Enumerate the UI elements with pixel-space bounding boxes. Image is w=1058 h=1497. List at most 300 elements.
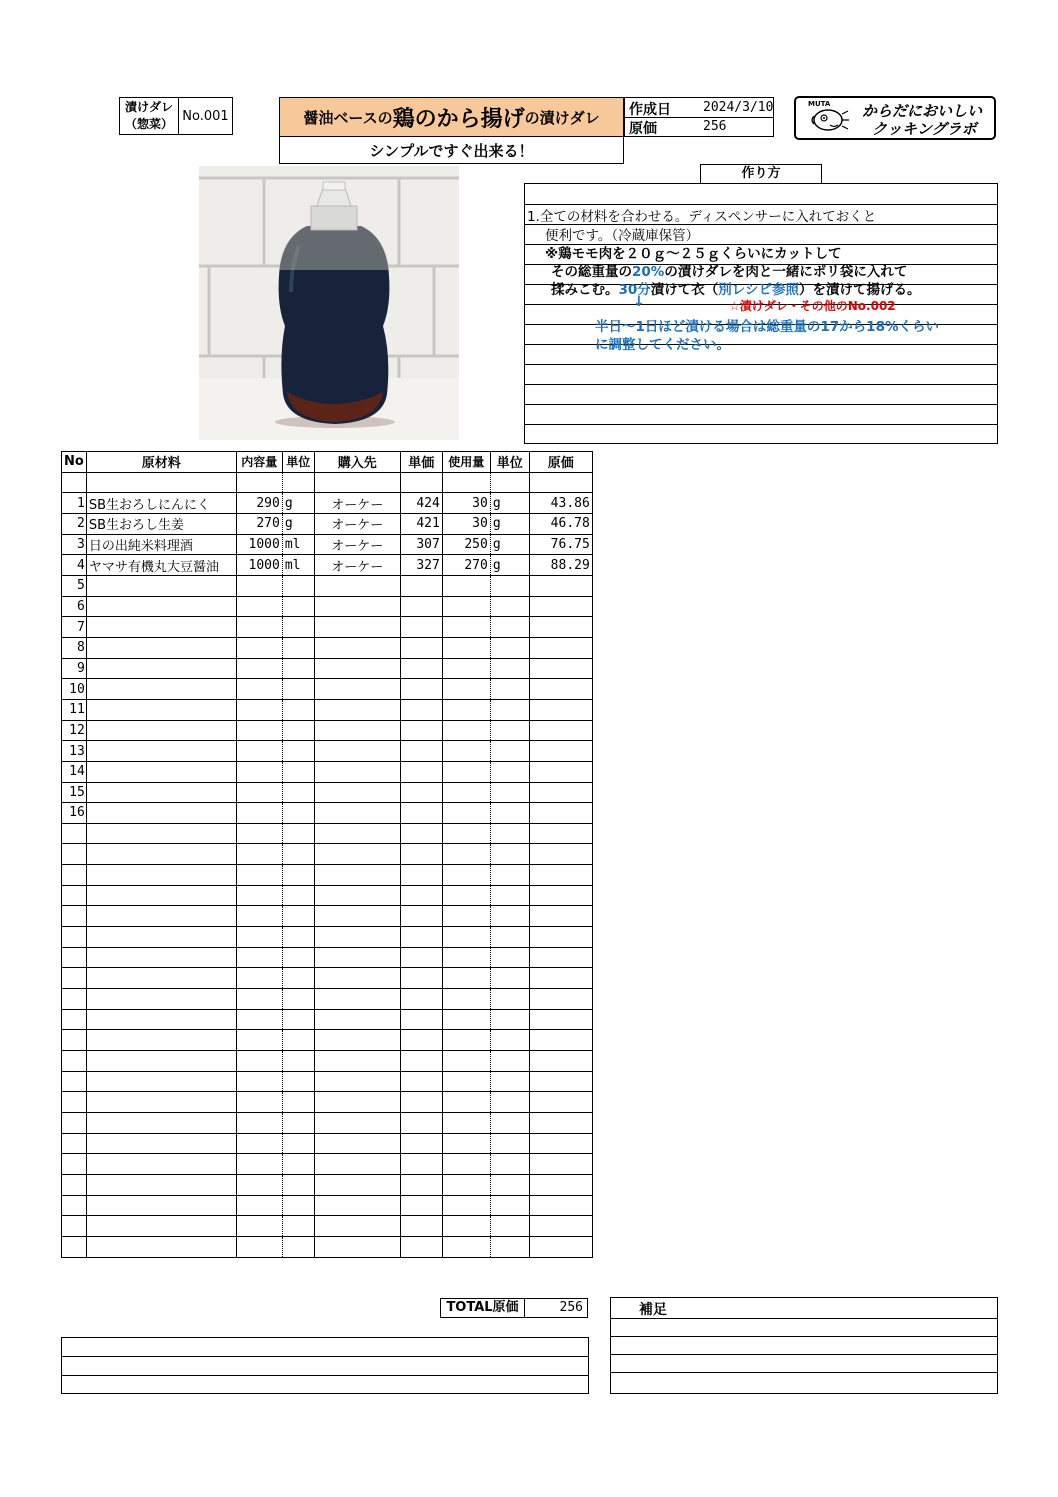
cell-unit2 [490,906,529,927]
cell-price: 307 [400,534,442,555]
cell-content [236,823,282,844]
cell-supplier [314,1216,400,1237]
cell-content: 1000 [236,555,282,576]
cell-content [236,885,282,906]
cell-cost [529,741,592,762]
table-row [62,679,593,700]
table-row [62,865,593,886]
cell-used [442,782,490,803]
cell-no [62,1009,87,1030]
cell-unit2 [490,885,529,906]
cell-unit: ml [282,534,314,555]
cell-used [442,1009,490,1030]
cell-ingredient [86,658,236,679]
cell-unit2: g [490,534,529,555]
cell-unit [282,803,314,824]
cell-used [442,968,490,989]
cell-supplier [314,1195,400,1216]
cell-unit2 [490,1216,529,1237]
cell-ingredient [86,761,236,782]
cell-ingredient [86,1051,236,1072]
cell-ingredient [86,989,236,1010]
cell-price [400,741,442,762]
cell-used [442,1051,490,1072]
cell-used [442,865,490,886]
cell-cost: 46.78 [529,513,592,534]
recipe-title [279,97,624,137]
cell-supplier [314,1133,400,1154]
cell-unit [282,1236,314,1257]
cell-used [442,906,490,927]
table-row [62,968,593,989]
method-heading: 作り方 [700,164,822,184]
cell-cost: 43.86 [529,493,592,514]
cell-no [62,968,87,989]
cell-ingredient [86,679,236,700]
recipe-number: No.001 [178,97,233,135]
cell-unit2 [490,1071,529,1092]
table-row [62,1030,593,1051]
cell-content [236,1092,282,1113]
cell-unit [282,989,314,1010]
cell-content [236,989,282,1010]
cell-ingredient [86,720,236,741]
ingredients-table [61,451,593,1258]
method-note-cut: ※鶏モモ肉を２０ｇ～２５ｇくらいにカットして [545,246,842,262]
cell-used [442,1216,490,1237]
cell-ingredient [86,1071,236,1092]
cell-cost [529,720,592,741]
title-prefix: 醤油ベースの [303,108,393,127]
cell-content [236,720,282,741]
table-row [62,637,593,658]
cell-used [442,989,490,1010]
cell-used [442,637,490,658]
cell-no: 15 [62,782,87,803]
cell-unit [282,1113,314,1134]
cell-supplier [314,699,400,720]
cell-supplier: オーケー [314,534,400,555]
cell-unit2 [490,637,529,658]
cell-cost [529,761,592,782]
cell-cost [529,947,592,968]
cell-supplier [314,720,400,741]
table-row [62,947,593,968]
cell-unit [282,658,314,679]
col-ingredient: 原材料 [86,452,236,473]
cell-no: 9 [62,658,87,679]
cell-no [62,989,87,1010]
dispenser-bottle-image [199,166,459,440]
cell-price [400,1009,442,1030]
cell-used [442,1092,490,1113]
notes-area [61,1337,589,1394]
cell-content [236,844,282,865]
cell-used [442,1030,490,1051]
table-row [62,1174,593,1195]
col-no: No [62,452,87,473]
cell-used [442,658,490,679]
cell-price [400,1216,442,1237]
cell-used: 30 [442,513,490,534]
cell-used: 270 [442,555,490,576]
col-price: 単価 [400,452,442,473]
logo-small-text: MUTA [808,100,831,108]
cell-price [400,906,442,927]
method-reference-note: ☆漬けダレ・その他のNo.002 [729,299,896,313]
cell-content [236,1133,282,1154]
cell-ingredient: SB生おろし生姜 [86,513,236,534]
cell-no: 7 [62,617,87,638]
cell-content [236,617,282,638]
cell-ingredient [86,1030,236,1051]
table-row [62,1009,593,1030]
cell-cost [529,803,592,824]
cell-cost [529,927,592,948]
cell-unit2 [490,865,529,886]
cell-unit [282,927,314,948]
cell-no [62,906,87,927]
total-cost-label: TOTAL原価 [440,1298,525,1318]
cell-no [62,823,87,844]
cell-ingredient [86,844,236,865]
cell-used [442,1113,490,1134]
cell-used [442,1174,490,1195]
cell-content [236,658,282,679]
cell-unit2 [490,658,529,679]
cell-price [400,1071,442,1092]
cell-supplier [314,823,400,844]
cell-price [400,1133,442,1154]
table-row [62,1216,593,1237]
cell-unit: ml [282,555,314,576]
cell-supplier [314,658,400,679]
cell-supplier [314,1154,400,1175]
cell-no: 3 [62,534,87,555]
cell-content [236,927,282,948]
cell-unit [282,720,314,741]
cell-cost [529,699,592,720]
cell-price [400,658,442,679]
cell-price [400,1195,442,1216]
cell-supplier [314,906,400,927]
cell-content [236,1113,282,1134]
logo-line1: からだにおいしい [862,102,983,120]
cell-unit [282,637,314,658]
cell-cost [529,885,592,906]
cell-supplier [314,741,400,762]
table-spacer-row [62,472,593,493]
cell-price [400,1092,442,1113]
cell-no: 5 [62,575,87,596]
method-note-ratio: その総重量の20%の漬けダレを肉と一緒にポリ袋に入れて [551,264,908,280]
cell-cost [529,968,592,989]
cell-used [442,699,490,720]
cell-unit [282,1051,314,1072]
table-row [62,823,593,844]
cell-supplier [314,989,400,1010]
cell-supplier [314,782,400,803]
cell-unit2 [490,803,529,824]
cell-cost [529,658,592,679]
cell-ingredient: SB生おろしにんにく [86,493,236,514]
category-box [119,97,179,135]
cell-unit2 [490,720,529,741]
cell-no [62,1051,87,1072]
cell-content: 270 [236,513,282,534]
cell-unit2: g [490,493,529,514]
cell-cost [529,1216,592,1237]
cell-ingredient [86,885,236,906]
table-row [62,513,593,534]
col-cost: 原価 [529,452,592,473]
cell-content [236,1216,282,1237]
recipe-subtitle: シンプルですぐ出来る！ [279,136,624,164]
cell-ingredient [86,927,236,948]
cell-used [442,596,490,617]
method-step1: 1.全ての材料を合わせる。ディスペンサーに入れておくと [527,209,877,225]
cell-no: 6 [62,596,87,617]
cell-supplier: オーケー [314,493,400,514]
cell-cost [529,637,592,658]
cell-used [442,927,490,948]
cost-label: 原価 [629,121,657,137]
cell-unit [282,865,314,886]
cell-ingredient [86,1195,236,1216]
cell-content [236,947,282,968]
cell-cost [529,679,592,700]
cell-no [62,947,87,968]
table-row [62,803,593,824]
cell-supplier [314,1009,400,1030]
cell-unit [282,1092,314,1113]
cell-ingredient [86,617,236,638]
table-row [62,782,593,803]
cell-supplier [314,1236,400,1257]
cell-price [400,823,442,844]
table-header-row [62,452,593,473]
method-note-marinate: 揉みこむ。30分漬けて衣（別レシピ参照）を漬けて揚げる。 [551,282,921,298]
cell-unit2 [490,1154,529,1175]
cell-used [442,885,490,906]
cell-no: 2 [62,513,87,534]
cell-ingredient [86,637,236,658]
cell-price: 421 [400,513,442,534]
cell-unit [282,761,314,782]
cell-ingredient [86,782,236,803]
cell-used [442,617,490,638]
cell-price [400,1051,442,1072]
cell-content [236,968,282,989]
cell-ingredient [86,968,236,989]
cell-price [400,1030,442,1051]
cell-no [62,1133,87,1154]
cell-content: 1000 [236,534,282,555]
total-cost-value: 256 [524,1298,588,1318]
cell-price [400,575,442,596]
table-row [62,617,593,638]
cell-supplier [314,885,400,906]
cell-unit2 [490,844,529,865]
cell-used [442,1236,490,1257]
cell-content [236,1009,282,1030]
cell-unit [282,906,314,927]
table-row [62,927,593,948]
cell-unit2 [490,617,529,638]
cell-content [236,761,282,782]
table-row [62,906,593,927]
title-suffix: の漬けダレ [524,108,600,127]
cell-ingredient [86,1216,236,1237]
cell-no: 12 [62,720,87,741]
cell-ingredient [86,1154,236,1175]
cell-cost [529,1092,592,1113]
cell-unit2 [490,1174,529,1195]
cost-value: 256 [703,119,727,134]
cell-unit2 [490,1236,529,1257]
cell-no [62,1195,87,1216]
cell-unit2 [490,823,529,844]
cell-content [236,679,282,700]
cell-cost [529,1154,592,1175]
cell-unit [282,823,314,844]
cell-cost [529,906,592,927]
cell-cost [529,1236,592,1257]
cell-cost [529,596,592,617]
cell-used [442,947,490,968]
cell-unit2: g [490,555,529,576]
cell-no [62,865,87,886]
cell-price [400,1154,442,1175]
cell-unit [282,1133,314,1154]
cell-price [400,989,442,1010]
cell-used [442,1154,490,1175]
cell-unit2 [490,968,529,989]
cell-unit [282,699,314,720]
cell-ingredient: 日の出純米料理酒 [86,534,236,555]
cell-ingredient [86,596,236,617]
cell-supplier [314,865,400,886]
recipe-photo [199,166,459,440]
cell-no [62,885,87,906]
table-row [62,555,593,576]
cell-supplier: オーケー [314,555,400,576]
cell-used [442,803,490,824]
cell-supplier [314,844,400,865]
cell-cost [529,1133,592,1154]
cell-cost [529,575,592,596]
cell-used [442,761,490,782]
cell-content [236,1071,282,1092]
cell-price [400,803,442,824]
cell-no [62,1154,87,1175]
cell-price [400,596,442,617]
cell-content [236,906,282,927]
cell-cost [529,1071,592,1092]
cell-cost [529,617,592,638]
cell-unit [282,1216,314,1237]
cell-unit [282,1071,314,1092]
cell-cost [529,989,592,1010]
table-row [62,493,593,514]
cell-price [400,947,442,968]
cell-price [400,885,442,906]
cell-cost [529,823,592,844]
cell-used: 250 [442,534,490,555]
cell-unit [282,617,314,638]
table-row [62,741,593,762]
cell-price [400,782,442,803]
category-line1: 漬けダレ [124,100,173,114]
cell-price [400,720,442,741]
supplement-box [610,1297,998,1394]
cell-no: 10 [62,679,87,700]
cell-used [442,720,490,741]
cell-price [400,637,442,658]
cell-supplier [314,1030,400,1051]
cell-unit2 [490,761,529,782]
cell-used: 30 [442,493,490,514]
cell-supplier [314,575,400,596]
cell-price [400,1174,442,1195]
col-used: 使用量 [442,452,490,473]
table-row [62,720,593,741]
cell-ingredient [86,947,236,968]
cell-content [236,865,282,886]
cell-unit2 [490,1113,529,1134]
method-box [524,183,998,444]
cell-unit2 [490,947,529,968]
cell-supplier [314,927,400,948]
cell-price [400,927,442,948]
cell-ingredient [86,865,236,886]
cell-supplier [314,679,400,700]
cell-content [236,1195,282,1216]
cell-unit [282,1195,314,1216]
table-row [62,1195,593,1216]
cell-ingredient [86,803,236,824]
cell-content [236,1030,282,1051]
cell-unit2 [490,782,529,803]
table-row [62,1071,593,1092]
cell-no: 14 [62,761,87,782]
cell-cost: 88.29 [529,555,592,576]
col-unit: 単位 [282,452,314,473]
cell-price [400,699,442,720]
cell-supplier [314,596,400,617]
cost-row [625,117,773,136]
cell-used [442,823,490,844]
cell-cost [529,1030,592,1051]
date-value: 2024/3/10 [703,100,774,115]
cell-ingredient [86,1092,236,1113]
cell-supplier [314,617,400,638]
table-row [62,1133,593,1154]
cell-unit [282,741,314,762]
cell-unit: g [282,493,314,514]
cell-ingredient [86,1174,236,1195]
cell-ingredient [86,823,236,844]
cell-content: 290 [236,493,282,514]
cell-unit2 [490,989,529,1010]
cell-supplier [314,803,400,824]
cell-supplier [314,1113,400,1134]
cell-price [400,844,442,865]
cell-price [400,865,442,886]
cell-ingredient [86,575,236,596]
cell-unit2 [490,596,529,617]
cell-ingredient [86,741,236,762]
